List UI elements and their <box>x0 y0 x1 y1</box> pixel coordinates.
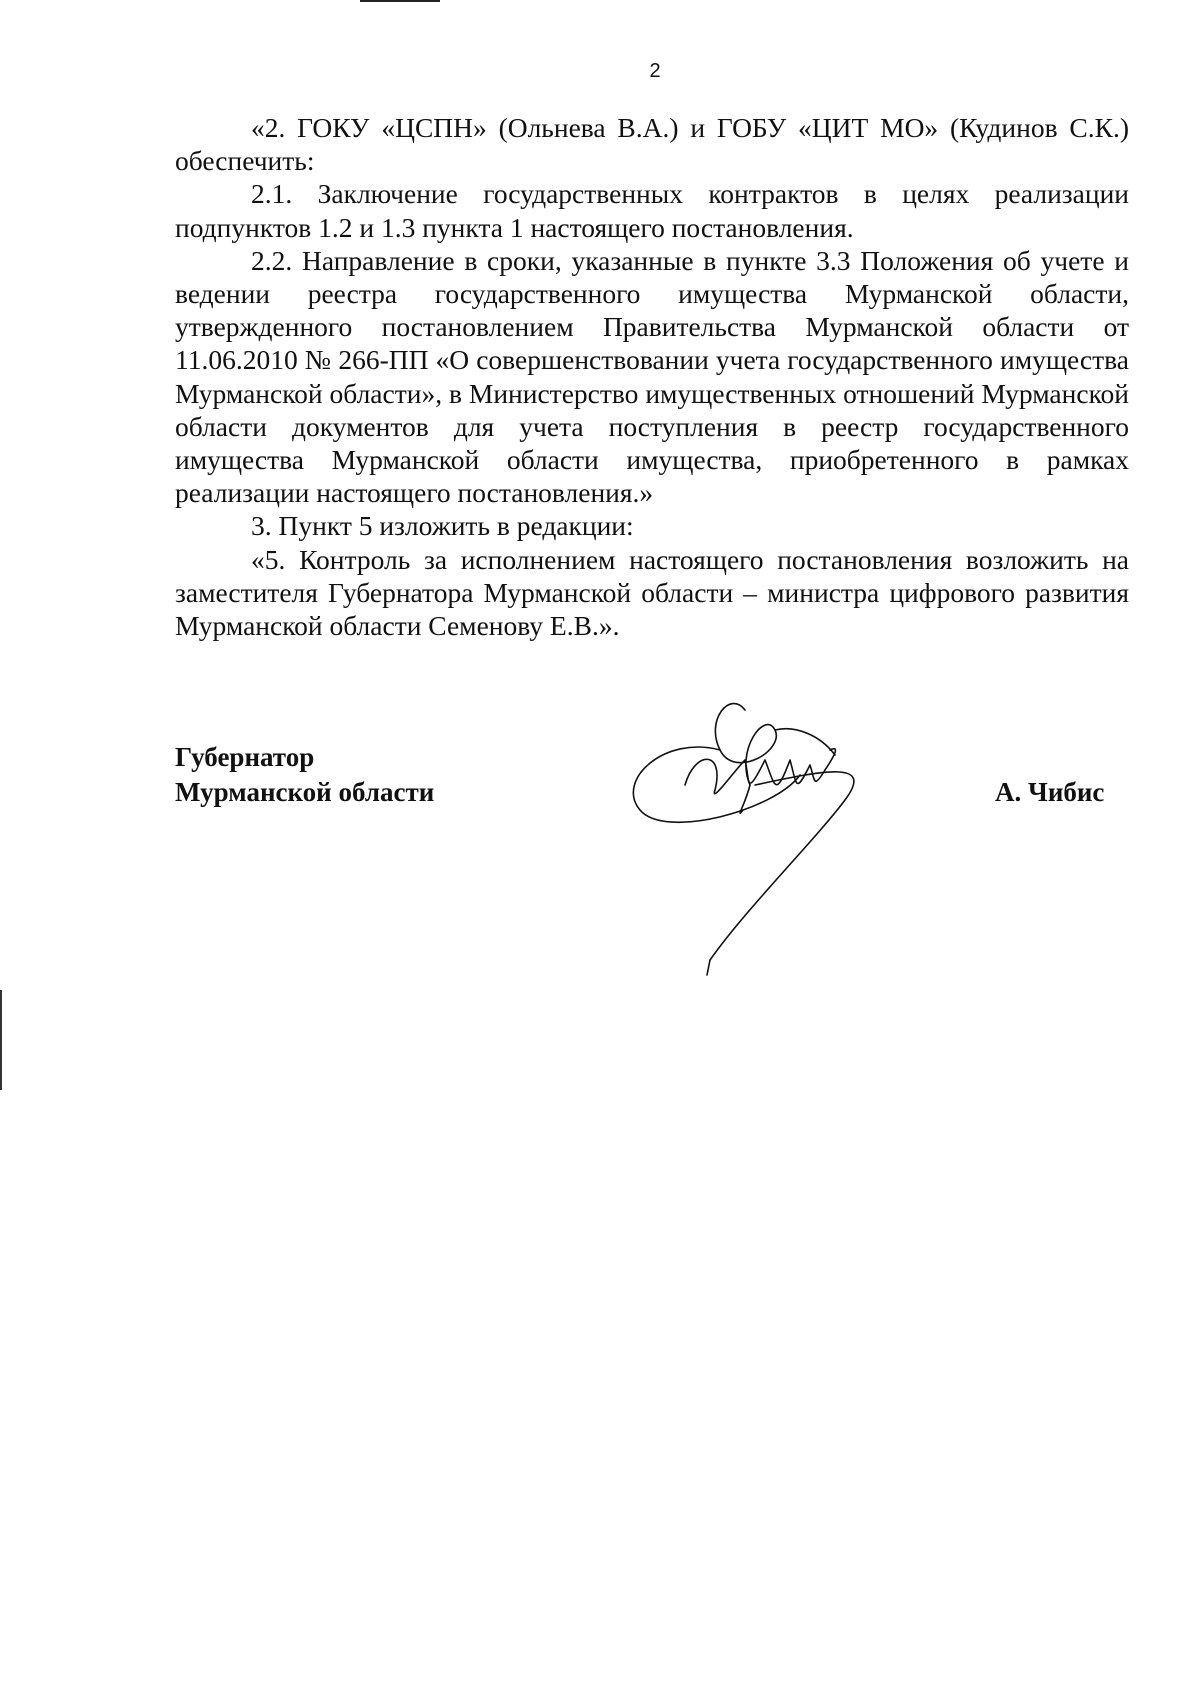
signature-icon <box>625 690 945 980</box>
document-body <box>175 111 1129 642</box>
page-number: 2 <box>649 60 661 82</box>
paragraph-item-5: «5. Контроль за исполнением настоящего постановления возложить на заместителя Губернатора Мурманской области – министра цифрового развития Мурманской области Семенову Е.В.». <box>175 543 1129 642</box>
scan-edge-mark <box>0 990 2 1090</box>
signatory-position-line1: Губернатор <box>175 742 315 772</box>
paragraph-item-2-2: 2.2. Направление в сроки, указанные в пункте 3.3 Положения об учете и ведении реестра государственного имущества Мурманской области, утвержденного постановлением Правительства Мурманской области от 11.06.2010 № 266-ПП «О совершенствовании учета государственного имущества Мурманской области», в Министерство имущественных отношений Мурманской области документов для учета поступления в реестр государственного имущества Мурманской области имущества, приобретенного в рамках реализации настоящего постановления.» <box>175 244 1129 509</box>
paragraph-item-3: 3. Пункт 5 изложить в редакции: <box>251 510 634 542</box>
signatory-position <box>175 740 434 810</box>
paragraph-item-2-1: 2.1. Заключение государственных контрактов в целях реализации подпунктов 1.2 и 1.3 пункта 1 настоящего постановления. <box>175 178 1129 243</box>
scan-top-mark <box>360 0 440 2</box>
signatory-position-line2: Мурманской области <box>175 777 435 807</box>
signatory-name: А. Чибис <box>995 777 1105 807</box>
paragraph-item-2: «2. ГОКУ «ЦСПН» (Ольнева В.А.) и ГОБУ «ЦИТ МО» (Кудинов С.К.) обеспечить: <box>175 112 1129 177</box>
